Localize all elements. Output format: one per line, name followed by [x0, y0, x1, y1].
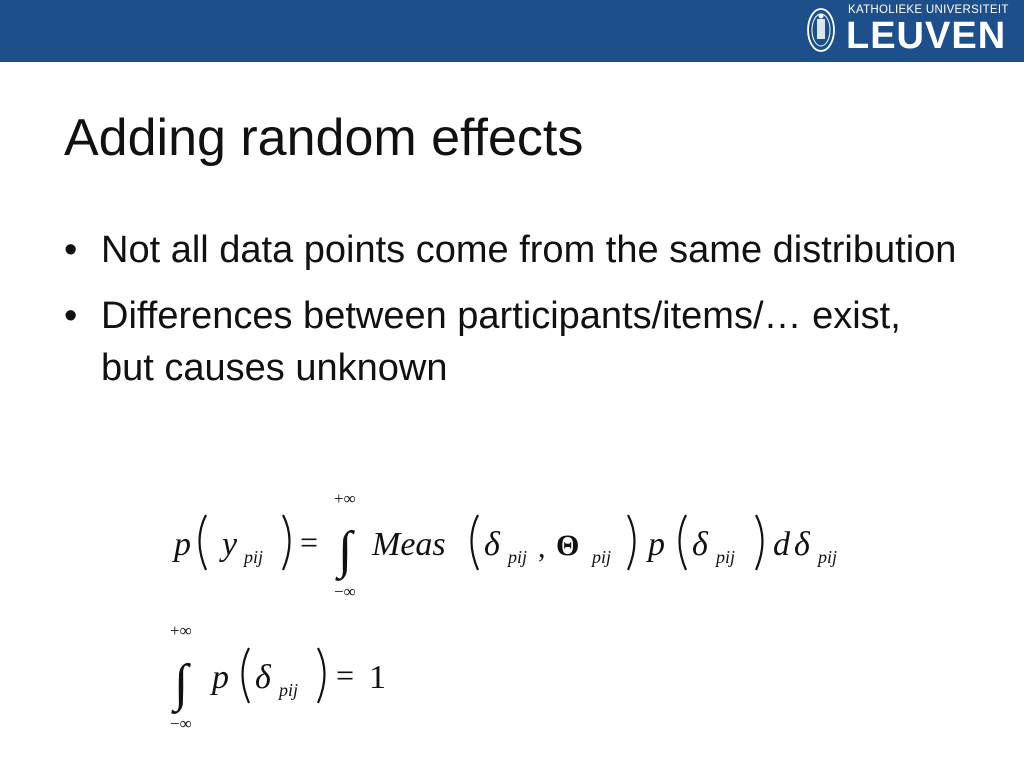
eq2-lower-limit: −∞ [170, 714, 192, 733]
eq1-comma: , [538, 531, 546, 564]
eq2-one: 1 [369, 659, 386, 696]
eq1-equals: = [300, 524, 319, 560]
eq1-y: y [222, 526, 238, 563]
eq1-delta3: δ [794, 526, 810, 563]
eq2-p: p [212, 659, 229, 696]
eq1-integral: ∫ [338, 522, 353, 579]
eq1-p2-paren-right [756, 515, 763, 570]
eq1-delta-subscript: pij [508, 547, 528, 567]
eq1-delta3-subscript: pij [818, 547, 838, 567]
equation-marginal-likelihood [172, 489, 837, 601]
eq2-paren-left [243, 648, 250, 703]
eq2-paren-right [318, 648, 325, 703]
eq1-delta2: δ [692, 526, 708, 563]
eq1-delta: δ [484, 526, 500, 563]
eq1-meas-paren-right [628, 515, 635, 570]
equation-normalization [170, 621, 386, 733]
eq1-lower-limit: −∞ [334, 582, 356, 601]
eq1-d: d [773, 526, 790, 563]
eq2-equals: = [336, 657, 355, 693]
eq1-theta: Θ [556, 529, 580, 562]
university-name-main: LEUVEN [846, 15, 1007, 57]
eq1-upper-limit: +∞ [334, 489, 356, 508]
eq1-y-subscript: pij [244, 547, 264, 567]
bullet-dot: • [64, 295, 78, 337]
eq1-p: p [174, 526, 191, 563]
eq1-paren-left [200, 515, 207, 570]
eq1-p2-paren-left [680, 515, 687, 570]
slide-title: Adding random effects [64, 109, 584, 167]
university-name-top: KATHOLIEKE UNIVERSITEIT [848, 4, 1009, 16]
eq1-p2: p [648, 526, 665, 563]
eq2-delta-subscript: pij [279, 680, 299, 700]
eq1-delta2-subscript: pij [716, 547, 736, 567]
eq2-upper-limit: +∞ [170, 621, 192, 640]
eq1-theta-subscript: pij [592, 547, 612, 567]
eq2-integral: ∫ [174, 655, 189, 712]
eq1-meas-paren-left [472, 515, 479, 570]
eq1-paren-right [283, 515, 290, 570]
eq2-delta: δ [255, 659, 271, 696]
eq1-meas: Meas [372, 526, 446, 563]
bullet-text: Not all data points come from the same distribution [101, 229, 957, 271]
bullet-text: Differences between participants/items/… exist, but causes unknown [101, 295, 901, 389]
bullet-dot: • [64, 229, 78, 271]
